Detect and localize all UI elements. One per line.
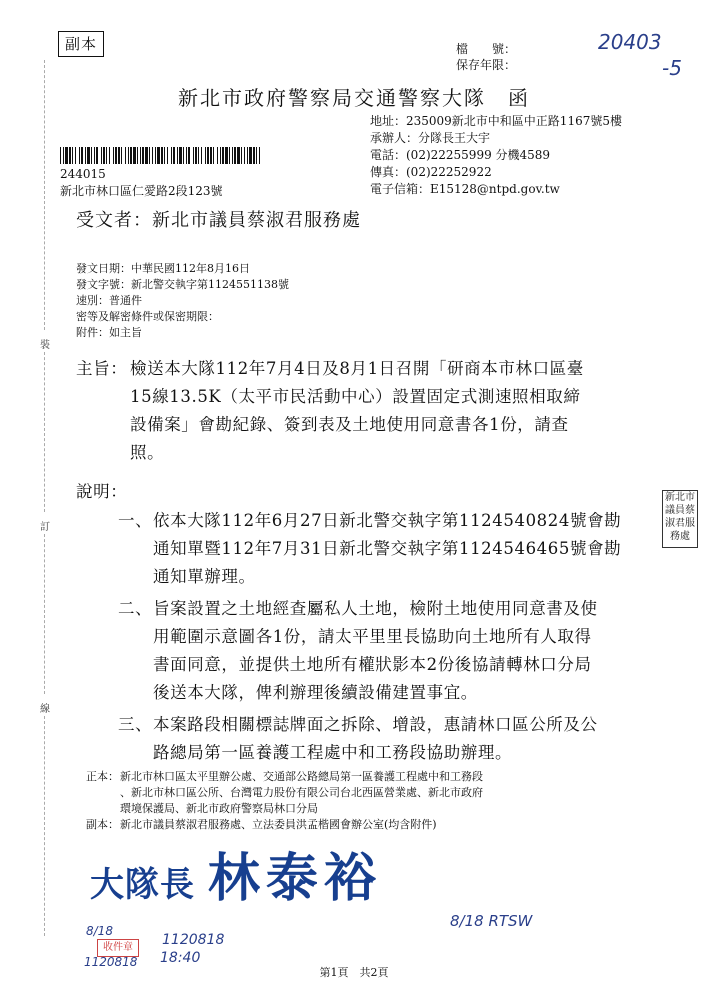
issue-number: 發文字號：新北警交執字第1124551138號 bbox=[76, 278, 289, 291]
item-line: 通知單暨112年7月31日新北警交執字第1124546465號會勘 bbox=[153, 539, 622, 558]
item-number: 二、 bbox=[118, 599, 153, 618]
priority: 速別：普通件 bbox=[76, 294, 142, 307]
item-number: 一、 bbox=[118, 511, 153, 530]
cc-main-line: 新北市林口區太平里辦公處、交通部公路總局第一區養護工程處中和工務段 bbox=[120, 770, 483, 783]
issue-date: 發文日期：中華民國112年8月16日 bbox=[76, 262, 250, 275]
email: 電子信箱：E15128@ntpd.gov.tw bbox=[370, 182, 560, 196]
cc-copy-label: 副本： bbox=[86, 818, 119, 831]
item-number: 三、 bbox=[118, 715, 153, 734]
cc-copy-line: 新北市議員蔡淑君服務處、立法委員洪孟楷國會辦公室(均含附件) bbox=[120, 818, 437, 831]
copy-mark: 副本 bbox=[58, 31, 104, 57]
item-line: 用範圍示意圖各1份，請太平里里長協助向土地所有人取得 bbox=[153, 627, 592, 646]
subject-line: 檢送本大隊112年7月4日及8月1日召開「研商本市林口區臺 bbox=[130, 359, 584, 378]
subject-label: 主旨： bbox=[76, 359, 128, 378]
subject-line: 照。 bbox=[130, 443, 165, 462]
barcode bbox=[60, 147, 263, 164]
binding-line-lower bbox=[44, 534, 45, 694]
item-line: 依本大隊112年6月27日新北警交執字第1124540824號會勘 bbox=[153, 511, 622, 530]
item-line: 路總局第一區養護工程處中和工務段協助辦理。 bbox=[153, 743, 513, 762]
handler: 承辦人：分隊長王大宇 bbox=[370, 131, 491, 145]
confidentiality: 密等及解密條件或保密期限： bbox=[76, 310, 219, 323]
binding-line-mid bbox=[44, 352, 45, 512]
fax: 傳真：(02)22252922 bbox=[370, 165, 492, 179]
cc-main-label: 正本： bbox=[86, 770, 119, 783]
item-line: 通知單辦理。 bbox=[153, 567, 256, 586]
binding-mark-top: 裝 bbox=[40, 340, 50, 351]
handwritten-date: 1120818 bbox=[84, 955, 138, 969]
item-line: 旨案設置之土地經查屬私人土地，檢附土地使用同意書及使 bbox=[153, 599, 598, 618]
item-line: 後送本大隊，俾利辦理後續設備建置事宜。 bbox=[153, 683, 478, 702]
subject-line: 設備案」會勘紀錄、簽到表及土地使用同意書各1份，請查 bbox=[130, 415, 569, 434]
sender-address: 地址：235009新北市中和區中正路1167號5樓 bbox=[370, 114, 622, 128]
item-line: 書面同意，並提供土地所有權狀影本2份後協請轉林口分局 bbox=[153, 655, 592, 674]
handwritten-note: 8/18 RTSW bbox=[450, 912, 533, 930]
subject-line: 15線13.5K（太平市民活動中心）設置固定式測速照相取締 bbox=[130, 387, 581, 406]
handwritten-number: 20403 bbox=[598, 30, 662, 54]
phone: 電話：(02)22255999 分機4589 bbox=[370, 148, 551, 162]
file-no-label: 檔 號： bbox=[456, 42, 517, 56]
page-number: 第1頁 共2頁 bbox=[319, 966, 389, 979]
handwritten-mark: -5 bbox=[662, 56, 682, 80]
binding-mark-middle: 訂 bbox=[40, 522, 50, 533]
signature-name: 林泰裕 bbox=[207, 848, 382, 909]
document-title: 新北市政府警察局交通警察大隊 函 bbox=[178, 86, 530, 110]
signature bbox=[90, 836, 382, 911]
attachments: 附件：如主旨 bbox=[76, 326, 142, 339]
item-line: 本案路段相關標誌牌面之拆除、增設，惠請林口區公所及公 bbox=[153, 715, 598, 734]
recipient-address: 新北市林口區仁愛路2段123號 bbox=[60, 184, 223, 198]
binding-line-bottom bbox=[44, 716, 45, 936]
binding-line-top bbox=[44, 60, 45, 330]
cc-main-line: 、新北市林口區公所、台灣電力股份有限公司台北西區營業處、新北市政府 bbox=[120, 786, 483, 799]
handwritten-time: 18:40 bbox=[160, 950, 201, 966]
signature-title: 大隊長 bbox=[90, 865, 195, 905]
received-stamp: 新北市議員蔡淑君服務處 bbox=[662, 490, 698, 548]
binding-mark-bottom: 線 bbox=[40, 704, 50, 715]
handwritten-date: 8/18 bbox=[86, 924, 113, 938]
recipient-zip: 244015 bbox=[60, 167, 106, 181]
addressee: 受文者：新北市議員蔡淑君服務處 bbox=[76, 210, 361, 231]
explanation-label: 說明： bbox=[76, 482, 128, 501]
retention-label: 保存年限： bbox=[456, 58, 517, 72]
receipt-stamp: 收件章 bbox=[97, 939, 139, 957]
handwritten-date: 1120818 bbox=[162, 932, 225, 948]
cc-main-line: 環境保護局、新北市政府警察局林口分局 bbox=[120, 802, 318, 815]
